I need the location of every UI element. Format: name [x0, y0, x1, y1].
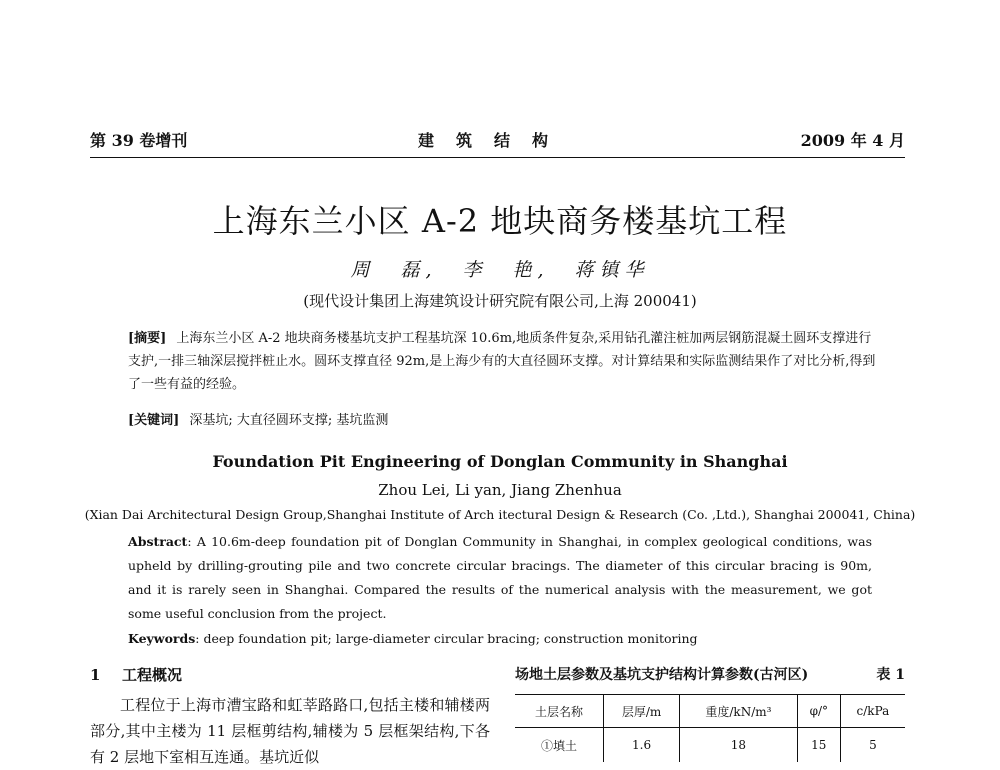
- keywords-cn-text: 深基坑; 大直径圆环支撑; 基坑监测: [189, 413, 389, 428]
- keywords-en-text: deep foundation pit; large-diameter circular bracing; construction monitoring: [203, 631, 698, 646]
- header-journal: 建筑结构: [418, 131, 571, 150]
- col-unit-weight: 重度/kN/m³: [680, 695, 798, 728]
- abstract-en: Abstract: A 10.6m-deep foundation pit of Donglan Community in Shanghai, in complex geological conditions, was upheld by drilling-grouting pile and two concrete circular bracings. The diameter of this circular bracing is 90m, and it is rarely seen in Shanghai. Compared the results of the numerical analysis with the measurement, we got some useful conclusion from the project.: [128, 534, 873, 621]
- cell-friction-angle: 15: [797, 728, 840, 763]
- section-1-body: 工程位于上海市漕宝路和虹莘路路口,包括主楼和辅楼两部分,其中主楼为 11 层框剪结构,辅楼为 5 层框架结构,下各有 2 层地下室相互连通。基坑近似: [90, 696, 490, 766]
- authors-en: Zhou Lei, Li yan, Jiang Zhenhua: [378, 481, 622, 499]
- soil-parameters-table: [515, 694, 905, 762]
- keywords-en-label: Keywords: [128, 631, 196, 646]
- affiliation-en: (Xian Dai Architectural Design Group,Shanghai Institute of Arch itectural Design & Research (Co. ,Ltd.), Shanghai 200041, China): [84, 507, 916, 522]
- header-date: 2009 年 4 月: [800, 131, 905, 150]
- col-soil-name: 土层名称: [535, 704, 584, 719]
- section-1-heading: [90, 664, 182, 685]
- cell-soil-name: ①填土: [541, 738, 578, 753]
- keywords-cn: [128, 409, 882, 432]
- table-1-label: 表 1: [876, 667, 905, 683]
- paper-title: 上海东兰小区 A-2 地块商务楼基坑工程: [212, 202, 788, 240]
- cell-thickness: 1.6: [604, 728, 680, 763]
- table-header-row: [515, 695, 905, 728]
- table-row: [515, 728, 905, 763]
- header-volume: 第 39 卷增刊: [90, 131, 188, 150]
- table-1-caption: [515, 664, 905, 684]
- abstract-cn: [128, 327, 882, 396]
- affiliation-cn: (现代设计集团上海建筑设计研究院有限公司,上海 200041): [303, 292, 697, 310]
- col-thickness: 层厚/m: [604, 695, 680, 728]
- paper-title-en: Foundation Pit Engineering of Donglan Community in Shanghai: [212, 452, 788, 471]
- keywords-cn-label: [关键词]: [128, 413, 180, 428]
- authors-cn: 周 磊, 李 艳, 蒋镇华: [350, 259, 650, 281]
- running-header: [90, 128, 905, 158]
- col-friction-angle: φ/°: [797, 695, 840, 728]
- section-1-title: 工程概况: [122, 666, 183, 684]
- table-1-title: 场地土层参数及基坑支护结构计算参数(古河区): [515, 667, 809, 683]
- cell-unit-weight: 18: [680, 728, 798, 763]
- abstract-en-text: A 10.6m-deep foundation pit of Donglan Community in Shanghai, in complex geological conditions, was upheld by drilling-grouting pile and two concrete circular bracings. The diameter of this circular bracing is 90m, and it is rarely seen in Shanghai. Compared the results of the numerical analysis with the measurement, we got some useful conclusion from the project.: [128, 534, 873, 621]
- keywords-en: Keywords: deep foundation pit; large-diameter circular bracing; construction monitoring: [128, 631, 698, 646]
- abstract-cn-text: 上海东兰小区 A-2 地块商务楼基坑支护工程基坑深 10.6m,地质条件复杂,采用钻孔灌注桩加两层钢筋混凝土圆环支撑进行支护,一排三轴深层搅拌桩止水。圆环支撑直径 92m,是上海少有的大直径圆环支撑。对计算结果和实际监测结果作了对比分析,得到了一些有益的经验。: [128, 331, 876, 392]
- cell-cohesion: 5: [840, 728, 905, 763]
- abstract-en-label: Abstract: [128, 534, 188, 549]
- col-cohesion: c/kPa: [840, 695, 905, 728]
- section-1-number: 1: [90, 666, 101, 684]
- abstract-cn-label: [摘要]: [128, 331, 167, 346]
